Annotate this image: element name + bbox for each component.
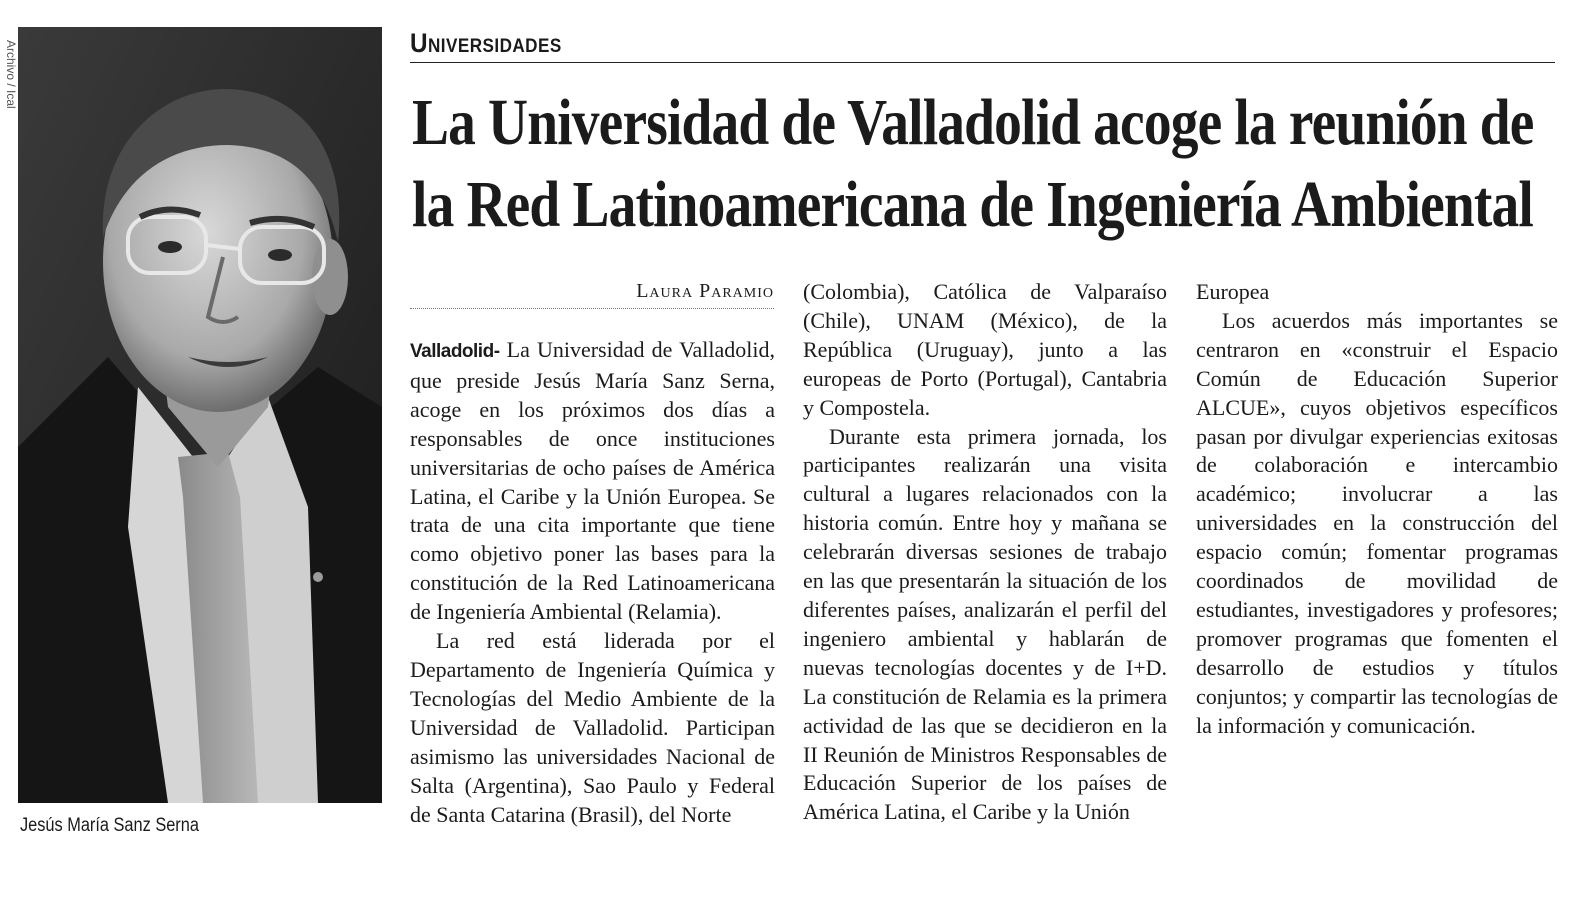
dateline: Valladolid- — [410, 341, 500, 362]
section-rule — [410, 62, 1555, 63]
article-column-1 — [410, 336, 775, 829]
headline-line-1: La Universidad de Valladolid acoge la reunión de — [412, 86, 1534, 159]
byline-rule — [410, 308, 774, 309]
portrait-photo — [18, 27, 382, 803]
paragraph-2: La red está liderada por el Departamento de Ingeniería Química y Tecnologías del Medio Ambiente de la Universidad de Valladolid. Participan asimismo las universidades Nacional de Salta (Argentina), Sao Paulo y Federal de Santa Catarina (Brasil), del Norte — [410, 628, 775, 827]
paragraph-1: Valladolid- La Universidad de Valladolid, que preside Jesús María Sanz Serna, acoge en los próximos dos días a responsables de once instituciones universitarias de ocho países de América Latina, el Caribe y la Unión Europea. Se trata de una cita importante que tiene como objetivo poner las bases para la constitución de la Red Latinoamericana de Ingeniería Ambiental (Relamia). — [410, 337, 775, 625]
portrait-illustration — [18, 27, 382, 803]
paragraph-2-continued: (Colombia), Católica de Valparaíso (Chile), UNAM (México), de la República (Uruguay), junto a las europeas de Porto (Portugal), Cantabria y Compostela. — [803, 279, 1167, 420]
article-column-3 — [1196, 278, 1558, 741]
paragraph-3: Durante esta primera jornada, los participantes realizarán una visita cultural a lugares relacionados con la historia común. Entre hoy y mañana se celebrarán diversas sesiones de trabajo en las que presentarán la situación de los diferentes países, analizarán el perfil del ingeniero ambiental y hablarán de nuevas tecnologías docentes y de I+D. La constitución de Relamia es la primera actividad de las que se decidieron en la II Reunión de Ministros Responsables de Educación Superior de los países de América Latina, el Caribe y la Unión — [803, 423, 1167, 825]
article-column-2 — [803, 278, 1167, 827]
headline-line-2: la Red Latinoamericana de Ingeniería Ambiental — [412, 168, 1533, 241]
photo-credit: Archivo / Ical — [4, 40, 18, 109]
paragraph-3-continued: Europea — [1196, 279, 1270, 304]
headline — [412, 82, 1534, 246]
photo-caption: Jesús María Sanz Serna — [20, 815, 199, 836]
byline: Laura Paramio — [636, 280, 774, 302]
paragraph-4: Los acuerdos más importantes se centraron en «construir el Espacio Común de Educación Superior ALCUE», cuyos objetivos específicos pasan por divulgar experiencias exitosas de colaboración e intercambio académico; involucrar a las universidades en la construcción del espacio común; fomentar programas coordinados de movilidad de estudiantes, investigadores y profesores; promover programas que fomenten el desarrollo de estudios y títulos conjuntos; y compartir las tecnologías de la información y comunicación. — [1196, 307, 1558, 738]
section-label: Universidades — [410, 28, 562, 58]
